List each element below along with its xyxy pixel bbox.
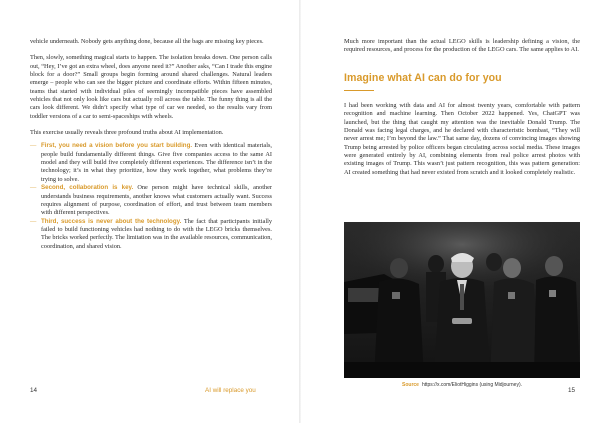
bullet-lead: First, you need a vision before you start building.	[41, 142, 193, 150]
bullet-list	[30, 142, 272, 250]
page-gutter	[299, 0, 301, 423]
body-paragraph: I had been working with data and AI for almost twenty years, comfortable with pattern recognition and machine learning. Then October 2022 happened. Yes, ChatGPT was launched, but the thing that caught my attention was the inevitable Donald Trump. The Donald was facing legal charges, and he declared with characteristic bombast, “They will never arrest me; I’m beyond the law.” That same day, dozens of convincing images showing Trump being arrested by police officers began circulating across social media. These images were generated entirely by AI, combining elements from real police arrest photos with existing images of Trump. This wasn’t just pattern recognition, this was pattern generation: AI created something that had never existed from scratch and it looked completely realistic.	[344, 102, 580, 176]
intro-paragraph: Much more important than the actual LEGO skills is leadership defining a vision, the required resources, and process for the production of the LEGO cars. The same applies to AI.	[344, 38, 580, 54]
list-item	[30, 142, 272, 184]
bullet-text: The fact that participants initially failed to build functioning vehicles had nothing to do with the LEGO bricks themselves. The bricks worked perfectly. The limitation was in the available resources, communication, coordination, and shared vision.	[41, 217, 273, 250]
right-body-column	[344, 102, 580, 177]
caption-link[interactable]: https://x.com/EliotHiggins (using Midjourney).	[421, 382, 522, 388]
dash-icon: —	[30, 217, 37, 225]
dash-icon: —	[30, 142, 37, 150]
page-number-left: 14	[30, 387, 38, 394]
page-number-right: 15	[568, 387, 576, 394]
running-head: AI will replace you	[205, 387, 256, 394]
photo-caption	[344, 382, 580, 388]
right-intro-column	[344, 38, 580, 55]
photo-illustration	[344, 222, 580, 378]
caption-source-label: Source	[402, 382, 419, 388]
bullet-lead: Third, success is never about the technology.	[41, 217, 182, 225]
bullet-text: One person might have technical skills, another understands business requirements, another knows what customers actually want. Success requires alignment of purpose, coordination of effort, and trust between team members with different perspectives.	[41, 184, 272, 217]
paragraph: This exercise usually reveals three profound truths about AI implementation.	[30, 129, 224, 137]
list-item	[30, 218, 272, 251]
paragraph: vehicle underneath. Nobody gets anything done, because all the bags are missing key pieces.	[30, 38, 264, 45]
paragraph: Then, slowly, something magical starts to happen. The isolation breaks down. One person calls out, “Hey, I’ve got an extra wheel, does anyone need it?” Another asks, “Can I trade this engine block for a door?” Small groups begin forming around shared challenges. Natural leaders emerge – people who can see the bigger picture and coordinate efforts. Within fifteen minutes, teams that started with individual piles of seemingly incompatible pieces have assembled vehicles that not only look like cars but actually roll across the table. The funny thing is all the cars look different. We didn’t specify what type of car we needed, so the results vary from toddler versions of a car to semi-spaceships with wheels.	[30, 54, 272, 120]
bullet-text: Even with identical materials, people build fundamentally different things. Give five companies access to the same AI model and they will build five completely different experiences. The difference isn’t in the technology; it’s in what they prioritize, how they work together, what problems they’re trying to solve.	[41, 142, 272, 183]
section-title: Imagine what AI can do for you	[344, 72, 502, 84]
title-underline	[344, 90, 374, 91]
list-item	[30, 184, 272, 217]
dash-icon: —	[30, 184, 37, 192]
news-photo	[344, 222, 580, 378]
left-text-column	[30, 38, 272, 251]
bullet-lead: Second, collaboration is key.	[41, 184, 134, 192]
